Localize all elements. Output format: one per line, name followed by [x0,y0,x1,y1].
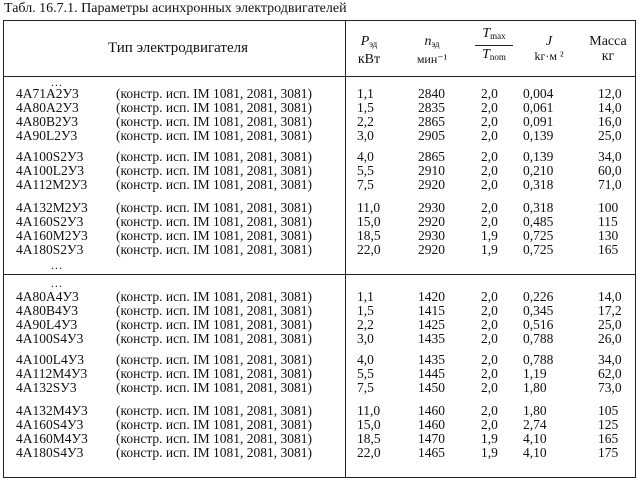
power-value: 4,0 [357,352,374,367]
motor-type: 4A180S2У3 [16,242,84,257]
mass-value: 73,0 [598,380,622,395]
torque-ratio-value: 2,0 [481,114,498,129]
inertia-value: 2,74 [523,417,547,432]
inertia-value: 0,091 [523,114,554,129]
torque-ratio-value: 1,9 [481,242,498,257]
inertia-value: 0,788 [523,331,554,346]
motor-type: 4A132SУ3 [16,380,77,395]
table-row [3,201,636,214]
speed-value: 1445 [418,366,445,381]
inertia-value: 1,19 [523,366,547,381]
power-value: 7,5 [357,177,374,192]
inertia-value: 1,80 [523,380,547,395]
power-value: 11,0 [357,200,381,215]
motor-type: 4A80B4У3 [16,303,79,318]
speed-value: 2835 [418,100,445,115]
header-speed-symbol: n [424,34,432,49]
table-row [3,367,636,380]
construction-note: (констр. исп. IM 1081, 2081, 3081) [116,317,312,332]
motor-type: 4A80B2У3 [16,114,79,129]
mass-value: 60,0 [598,163,622,178]
motor-type: 4A100L2У3 [16,163,85,178]
motor-type: 4A112M4У3 [16,366,88,381]
motor-type: 4A112M2У3 [16,177,88,192]
inertia-value: 0,485 [523,214,554,229]
motor-type: 4A90L2У3 [16,128,78,143]
motor-type: 4A90L4У3 [16,317,78,332]
inertia-value: 0,788 [523,352,554,367]
torque-ratio-value: 1,9 [481,445,498,460]
speed-value: 2920 [418,177,445,192]
construction-note: (констр. исп. IM 1081, 2081, 3081) [116,431,312,446]
ellipsis-top-group2: ... [51,276,63,290]
construction-note: (констр. исп. IM 1081, 2081, 3081) [116,417,312,432]
power-value: 5,5 [357,163,374,178]
construction-note: (констр. исп. IM 1081, 2081, 3081) [116,242,312,257]
table-row [3,332,636,345]
header-torque-num-sub: max [490,31,506,41]
header-torque-den-symbol: T [482,47,490,62]
construction-note: (констр. исп. IM 1081, 2081, 3081) [116,228,312,243]
construction-note: (констр. исп. IM 1081, 2081, 3081) [116,200,312,215]
table-caption: Табл. 16.7.1. Параметры асинхронных электродвигателей [4,1,347,16]
mass-value: 100 [598,200,619,215]
speed-value: 2910 [418,163,445,178]
power-value: 3,0 [357,331,374,346]
header-torque-num-symbol: T [482,26,491,41]
mass-value: 26,0 [598,331,622,346]
speed-value: 2865 [418,149,445,164]
torque-ratio-value: 1,9 [481,431,498,446]
table-row [3,381,636,394]
motor-type: 4A80A2У3 [16,100,79,115]
mass-value: 115 [598,214,618,229]
torque-ratio-value: 2,0 [481,380,498,395]
header-power-symbol: P [360,34,370,49]
construction-note: (констр. исп. IM 1081, 2081, 3081) [116,177,312,192]
mass-value: 125 [598,417,619,432]
construction-note: (констр. исп. IM 1081, 2081, 3081) [116,303,312,318]
power-value: 15,0 [357,214,381,229]
inertia-value: 0,210 [523,163,554,178]
power-value: 1,5 [357,303,374,318]
mass-value: 130 [598,228,619,243]
inertia-value: 1,80 [523,403,547,418]
mass-value: 14,0 [598,289,622,304]
torque-ratio-value: 2,0 [481,417,498,432]
mass-value: 71,0 [598,177,622,192]
mass-value: 62,0 [598,366,622,381]
table-row [3,229,636,242]
motor-type: 4A100S2У3 [16,149,84,164]
mass-value: 34,0 [598,352,622,367]
table-row [3,432,636,445]
torque-ratio-value: 2,0 [481,177,498,192]
header-inertia-unit: kг·м ² [534,49,564,63]
construction-note: (констр. исп. IM 1081, 2081, 3081) [116,289,312,304]
table-row [3,164,636,177]
speed-value: 2905 [418,128,445,143]
speed-value: 1460 [418,417,445,432]
torque-ratio-value: 2,0 [481,200,498,215]
power-value: 18,5 [357,431,381,446]
construction-note: (констр. исп. IM 1081, 2081, 3081) [116,100,312,115]
table-row [3,150,636,163]
construction-note: (констр. исп. IM 1081, 2081, 3081) [116,331,312,346]
group-separator [3,274,636,275]
inertia-value: 4,10 [523,431,547,446]
construction-note: (констр. исп. IM 1081, 2081, 3081) [116,352,312,367]
inertia-value: 0,725 [523,242,554,257]
mass-value: 165 [598,431,619,446]
header-separator [3,76,636,77]
power-value: 1,5 [357,100,374,115]
header-inertia [521,34,577,64]
torque-ratio-value: 2,0 [481,163,498,178]
speed-value: 1460 [418,403,445,418]
torque-ratio-value: 2,0 [481,100,498,115]
mass-value: 17,2 [598,303,622,318]
header-type: Тип электродвигателя [107,40,249,56]
motor-type: 4A160M2У3 [16,228,88,243]
mass-value: 25,0 [598,317,622,332]
motor-type: 4A132M4У3 [16,403,88,418]
motor-type: 4A80A4У3 [16,289,79,304]
construction-note: (констр. исп. IM 1081, 2081, 3081) [116,128,312,143]
table-row [3,115,636,128]
mass-value: 12,0 [598,86,622,101]
speed-value: 2930 [418,200,445,215]
construction-note: (констр. исп. IM 1081, 2081, 3081) [116,114,312,129]
table-row [3,101,636,114]
construction-note: (констр. исп. IM 1081, 2081, 3081) [116,214,312,229]
inertia-value: 0,725 [523,228,554,243]
speed-value: 1470 [418,431,445,446]
table-row [3,304,636,317]
construction-note: (констр. исп. IM 1081, 2081, 3081) [116,445,312,460]
power-value: 2,2 [357,114,374,129]
mass-value: 105 [598,403,619,418]
torque-ratio-value: 2,0 [481,289,498,304]
torque-ratio-value: 2,0 [481,317,498,332]
motor-type: 4A180S4У3 [16,445,84,460]
header-mass [583,34,633,64]
torque-ratio-value: 1,9 [481,228,498,243]
motor-type: 4A100L4У3 [16,352,85,367]
speed-value: 1450 [418,380,445,395]
torque-ratio-value: 2,0 [481,352,498,367]
speed-value: 2930 [418,228,445,243]
table-row [3,243,636,256]
inertia-value: 0,516 [523,317,554,332]
speed-value: 2865 [418,114,445,129]
motor-type: 4A100S4У3 [16,331,84,346]
motor-type: 4A160S4У3 [16,417,84,432]
torque-ratio-value: 2,0 [481,214,498,229]
power-value: 3,0 [357,128,374,143]
header-fraction-line [475,45,513,46]
inertia-value: 0,004 [523,86,554,101]
motor-type: 4A160S2У3 [16,214,84,229]
inertia-value: 0,139 [523,128,554,143]
inertia-value: 0,318 [523,200,554,215]
motor-parameters-table [3,20,636,478]
power-value: 7,5 [357,380,374,395]
header-power-sub: эд [369,39,378,49]
header-mass-title: Масса [589,34,627,49]
speed-value: 2840 [418,86,445,101]
construction-note: (констр. исп. IM 1081, 2081, 3081) [116,163,312,178]
header-speed-unit: мин⁻¹ [416,52,448,66]
inertia-value: 4,10 [523,445,547,460]
header-power [349,34,389,67]
header-speed [407,34,457,67]
speed-value: 2920 [418,242,445,257]
motor-type: 4A160M4У3 [16,431,88,446]
torque-ratio-value: 2,0 [481,128,498,143]
power-value: 4,0 [357,149,374,164]
torque-ratio-value: 2,0 [481,403,498,418]
header-inertia-symbol: J [545,34,553,49]
torque-ratio-value: 2,0 [481,149,498,164]
construction-note: (констр. исп. IM 1081, 2081, 3081) [116,86,312,101]
power-value: 1,1 [357,86,374,101]
power-value: 5,5 [357,366,374,381]
power-value: 22,0 [357,445,381,460]
torque-ratio-value: 2,0 [481,366,498,381]
speed-value: 2920 [418,214,445,229]
ellipsis-bottom-group1: ... [51,258,63,272]
mass-value: 165 [598,242,619,257]
inertia-value: 0,226 [523,289,554,304]
speed-value: 1435 [418,331,445,346]
torque-ratio-value: 2,0 [481,303,498,318]
torque-ratio-value: 2,0 [481,86,498,101]
mass-value: 175 [598,445,619,460]
speed-value: 1435 [418,352,445,367]
mass-value: 14,0 [598,100,622,115]
torque-ratio-value: 2,0 [481,331,498,346]
mass-value: 16,0 [598,114,622,129]
inertia-value: 0,318 [523,177,554,192]
header-torque-ratio [469,26,519,65]
power-value: 2,2 [357,317,374,332]
ellipsis-top-group1: ... [51,75,63,89]
motor-type: 4A71A2У3 [16,86,79,101]
table-row [3,318,636,331]
power-value: 1,1 [357,289,374,304]
header-power-unit: кВт [357,52,381,67]
speed-value: 1425 [418,317,445,332]
table-row [3,129,636,142]
table-row [3,215,636,228]
table-row [3,418,636,431]
header-speed-sub: эд [431,39,440,49]
header-mass-unit: кг [601,49,615,64]
table-row [3,290,636,303]
header-torque-den-sub: nom [489,52,506,62]
inertia-value: 0,061 [523,100,554,115]
inertia-value: 0,139 [523,149,554,164]
construction-note: (констр. исп. IM 1081, 2081, 3081) [116,380,312,395]
construction-note: (констр. исп. IM 1081, 2081, 3081) [116,149,312,164]
mass-value: 34,0 [598,149,622,164]
table-row [3,404,636,417]
construction-note: (констр. исп. IM 1081, 2081, 3081) [116,366,312,381]
speed-value: 1415 [418,303,445,318]
speed-value: 1465 [418,445,445,460]
power-value: 22,0 [357,242,381,257]
motor-type: 4A132M2У3 [16,200,88,215]
table-row [3,353,636,366]
power-value: 15,0 [357,417,381,432]
table-row [3,178,636,191]
inertia-value: 0,345 [523,303,554,318]
construction-note: (констр. исп. IM 1081, 2081, 3081) [116,403,312,418]
mass-value: 25,0 [598,128,622,143]
table-row [3,446,636,459]
power-value: 18,5 [357,228,381,243]
power-value: 11,0 [357,403,381,418]
speed-value: 1420 [418,289,445,304]
table-row [3,87,636,100]
